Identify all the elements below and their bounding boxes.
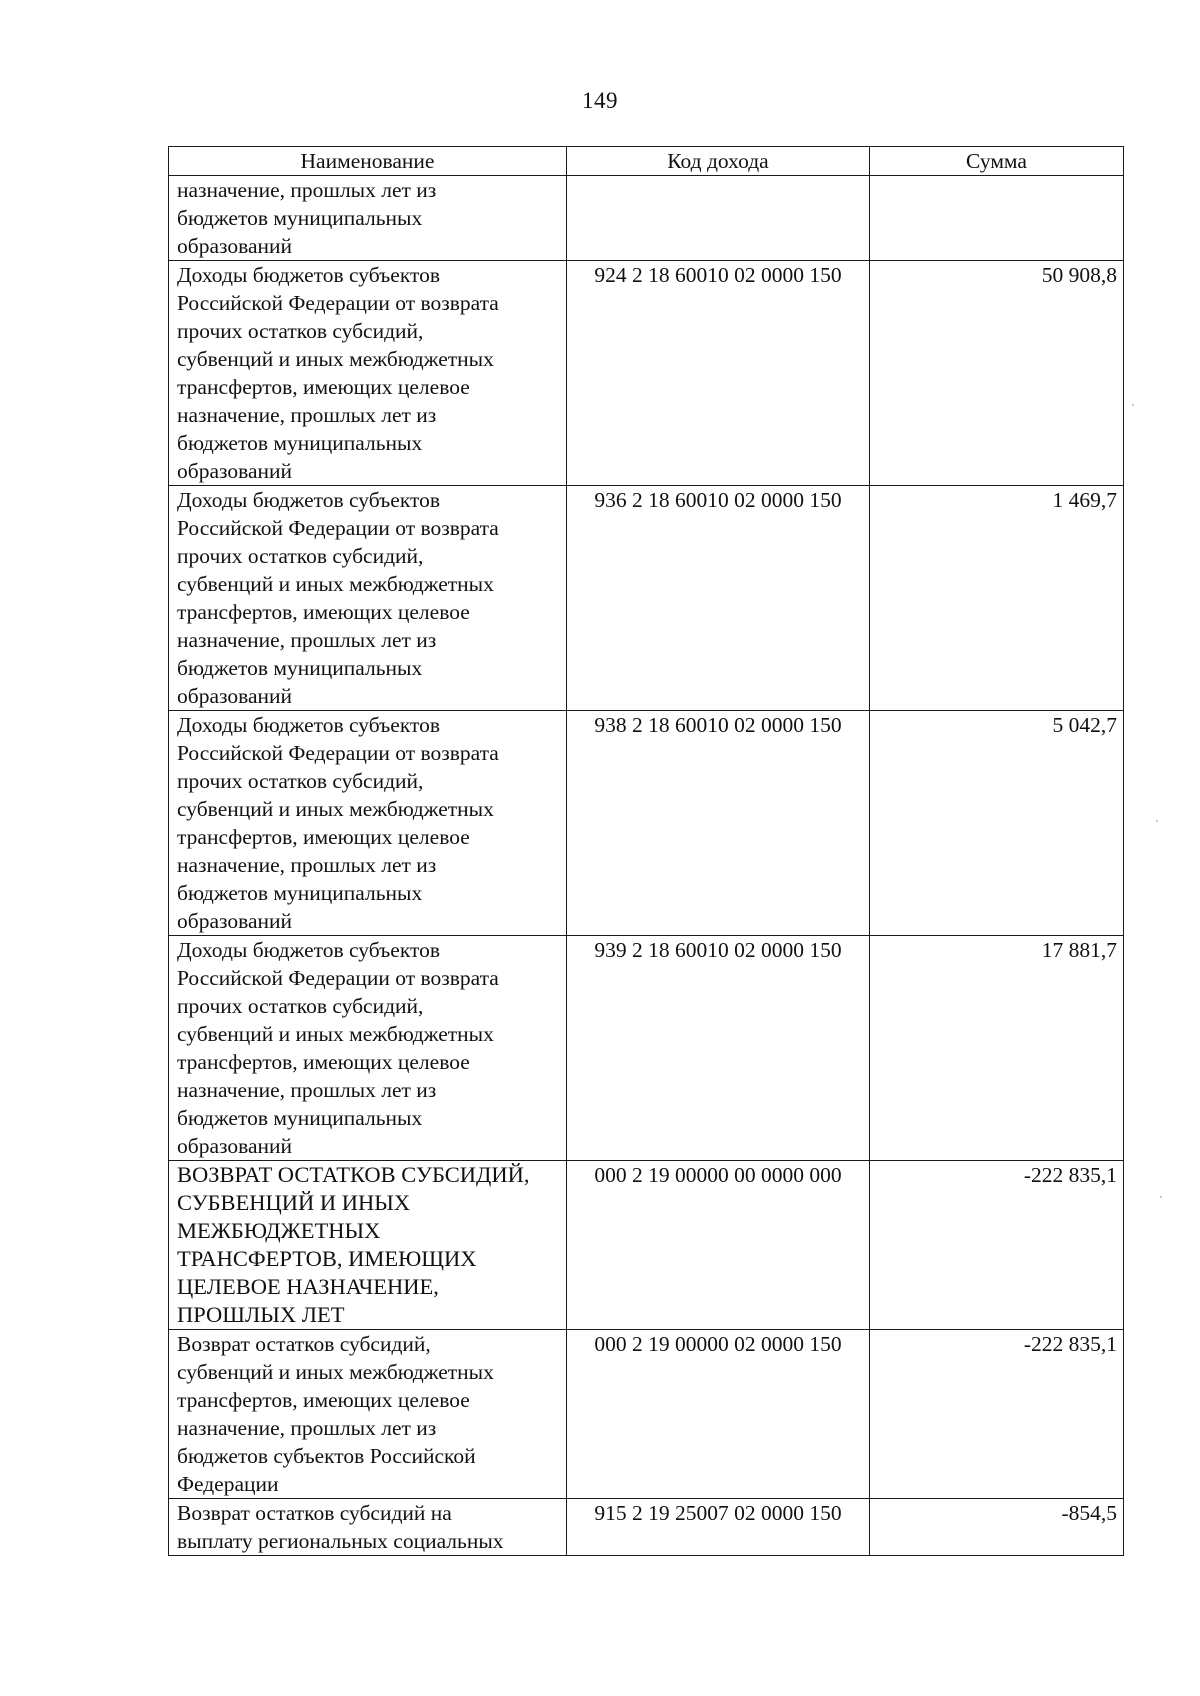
table-row xyxy=(169,176,1124,261)
row-name-line: субвенций и иных межбюджетных xyxy=(177,797,494,821)
row-name-line: назначение, прошлых лет из xyxy=(177,1416,437,1440)
page-number: 149 xyxy=(582,88,618,113)
row-name-line: бюджетов муниципальных xyxy=(177,881,423,905)
scan-speck xyxy=(1156,820,1158,822)
row-name-line: назначение, прошлых лет из xyxy=(177,403,437,427)
row-name-line: образований xyxy=(177,1134,293,1158)
row-name-line: Возврат остатков субсидий, xyxy=(177,1332,431,1356)
row-income-code: 936 2 18 60010 02 0000 150 xyxy=(567,486,870,711)
row-amount: 17 881,7 xyxy=(870,936,1124,1161)
row-name-line: трансфертов, имеющих целевое xyxy=(177,1388,470,1412)
row-name-line: ЦЕЛЕВОЕ НАЗНАЧЕНИЕ, xyxy=(177,1274,439,1299)
row-name-line: трансфертов, имеющих целевое xyxy=(177,375,470,399)
row-name-line: трансфертов, имеющих целевое xyxy=(177,1050,470,1074)
row-name-line: Доходы бюджетов субъектов xyxy=(177,488,441,512)
scan-speck xyxy=(1160,1196,1162,1198)
table-body xyxy=(169,176,1124,1556)
row-name-cell xyxy=(169,1330,567,1499)
table-row xyxy=(169,261,1124,486)
row-name-line: Возврат остатков субсидий на xyxy=(177,1501,452,1525)
row-name-line: назначение, прошлых лет из xyxy=(177,853,437,877)
row-name-line: Российской Федерации от возврата xyxy=(177,516,499,540)
row-name-line: МЕЖБЮДЖЕТНЫХ xyxy=(177,1218,381,1243)
row-amount: 5 042,7 xyxy=(870,711,1124,936)
table-row xyxy=(169,1330,1124,1499)
row-name-line: трансфертов, имеющих целевое xyxy=(177,825,470,849)
table-row xyxy=(169,486,1124,711)
row-amount: -854,5 xyxy=(870,1499,1124,1556)
row-name-cell xyxy=(169,936,567,1161)
row-name-cell xyxy=(169,711,567,936)
row-name-line: выплату региональных социальных xyxy=(177,1529,504,1553)
row-name-line: назначение, прошлых лет из xyxy=(177,628,437,652)
header-name: Наименование xyxy=(169,147,567,176)
row-name-line: назначение, прошлых лет из xyxy=(177,1078,437,1102)
table-header-row xyxy=(169,147,1124,176)
row-name-line: Доходы бюджетов субъектов xyxy=(177,263,441,287)
row-amount: -222 835,1 xyxy=(870,1161,1124,1330)
row-income-code: 000 2 19 00000 02 0000 150 xyxy=(567,1330,870,1499)
row-name-line: Российской Федерации от возврата xyxy=(177,741,499,765)
row-name-cell xyxy=(169,176,567,261)
row-name-cell xyxy=(169,1161,567,1330)
row-income-code: 915 2 19 25007 02 0000 150 xyxy=(567,1499,870,1556)
row-name-line: прочих остатков субсидий, xyxy=(177,769,424,793)
row-name-cell xyxy=(169,1499,567,1556)
row-name-line: Доходы бюджетов субъектов xyxy=(177,713,441,737)
row-name-line: трансфертов, имеющих целевое xyxy=(177,600,470,624)
row-income-code: 939 2 18 60010 02 0000 150 xyxy=(567,936,870,1161)
row-income-code: 000 2 19 00000 00 0000 000 xyxy=(567,1161,870,1330)
row-name-line: образований xyxy=(177,909,293,933)
row-name-line: ВОЗВРАТ ОСТАТКОВ СУБСИДИЙ, xyxy=(177,1162,530,1187)
table-row xyxy=(169,711,1124,936)
table-row xyxy=(169,936,1124,1161)
row-name-line: прочих остатков субсидий, xyxy=(177,544,424,568)
row-name-line: СУБВЕНЦИЙ И ИНЫХ xyxy=(177,1190,411,1215)
row-name-line: субвенций и иных межбюджетных xyxy=(177,1022,494,1046)
table-row xyxy=(169,1499,1124,1556)
row-income-code: 924 2 18 60010 02 0000 150 xyxy=(567,261,870,486)
row-name-line: Российской Федерации от возврата xyxy=(177,291,499,315)
row-name-line: субвенций и иных межбюджетных xyxy=(177,347,494,371)
revenue-table xyxy=(168,146,1124,1556)
row-name-line: бюджетов муниципальных xyxy=(177,1106,423,1130)
row-name-line: субвенций и иных межбюджетных xyxy=(177,1360,494,1384)
row-name-line: образований xyxy=(177,684,293,708)
row-name-line: субвенций и иных межбюджетных xyxy=(177,572,494,596)
row-income-code xyxy=(567,176,870,261)
row-name-line: Доходы бюджетов субъектов xyxy=(177,938,441,962)
row-amount: 50 908,8 xyxy=(870,261,1124,486)
row-name-line: бюджетов муниципальных xyxy=(177,656,423,680)
row-name-cell xyxy=(169,486,567,711)
scan-speck xyxy=(1132,404,1134,406)
row-name-line: назначение, прошлых лет из xyxy=(177,178,437,202)
header-income-code: Код дохода xyxy=(567,147,870,176)
row-name-line: Российской Федерации от возврата xyxy=(177,966,499,990)
row-name-line: бюджетов муниципальных xyxy=(177,206,423,230)
row-name-line: образований xyxy=(177,234,293,258)
table-row xyxy=(169,1161,1124,1330)
row-income-code: 938 2 18 60010 02 0000 150 xyxy=(567,711,870,936)
row-name-line: бюджетов муниципальных xyxy=(177,431,423,455)
header-amount: Сумма xyxy=(870,147,1124,176)
row-name-cell xyxy=(169,261,567,486)
row-amount xyxy=(870,176,1124,261)
row-name-line: ТРАНСФЕРТОВ, ИМЕЮЩИХ xyxy=(177,1246,477,1271)
row-name-line: прочих остатков субсидий, xyxy=(177,994,424,1018)
row-name-line: образований xyxy=(177,459,293,483)
row-name-line: бюджетов субъектов Российской xyxy=(177,1444,476,1468)
row-name-line: Федерации xyxy=(177,1472,279,1496)
row-name-line: ПРОШЛЫХ ЛЕТ xyxy=(177,1302,345,1327)
row-name-line: прочих остатков субсидий, xyxy=(177,319,424,343)
row-amount: -222 835,1 xyxy=(870,1330,1124,1499)
row-amount: 1 469,7 xyxy=(870,486,1124,711)
